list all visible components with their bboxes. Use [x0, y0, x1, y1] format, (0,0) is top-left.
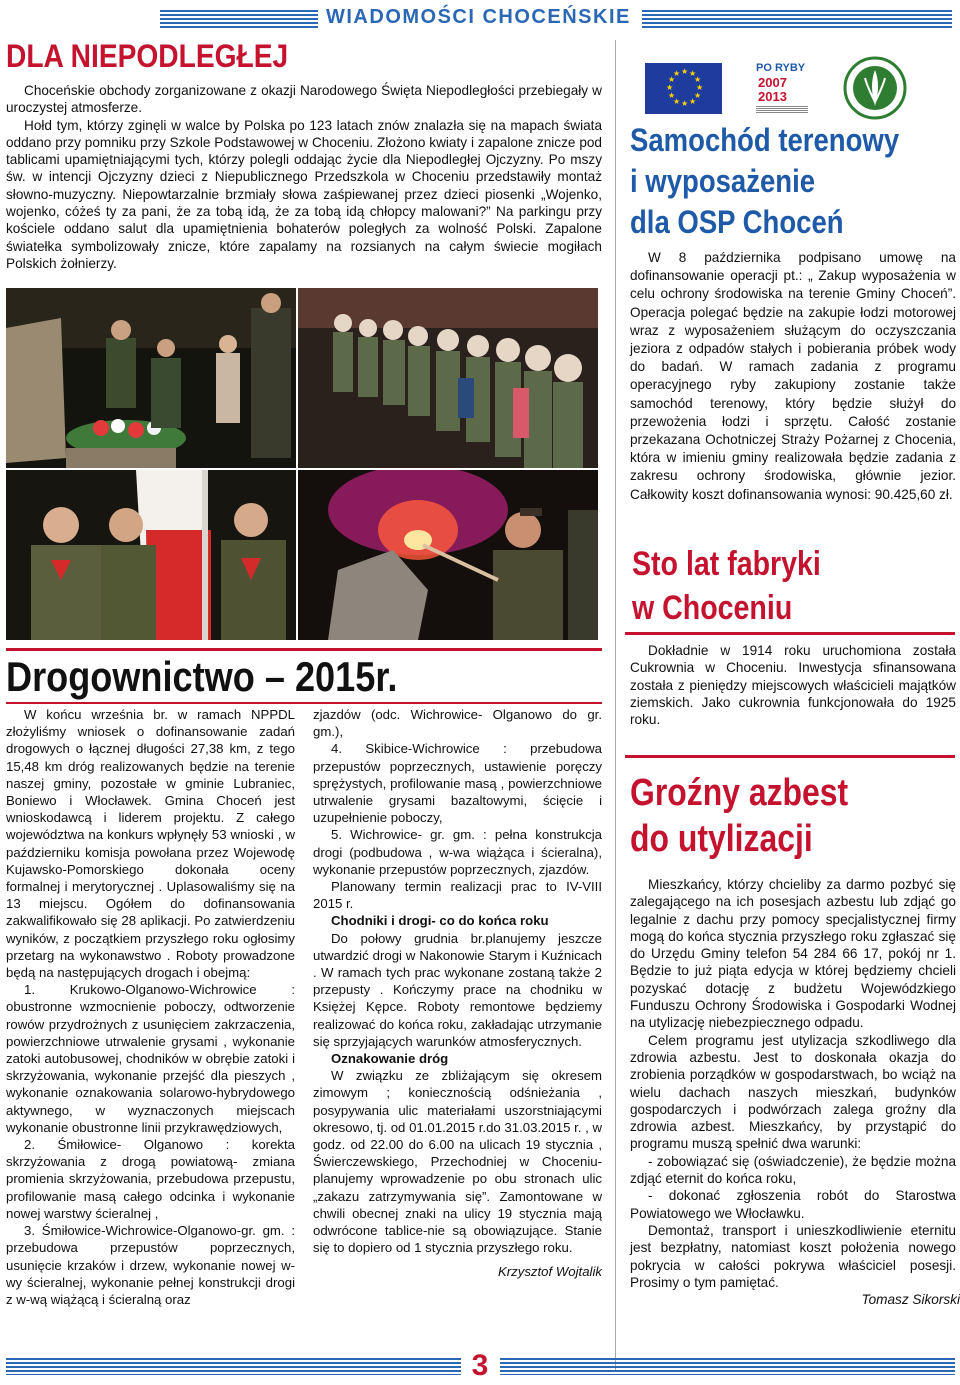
- svg-text:★: ★: [694, 75, 702, 84]
- svg-text:★: ★: [681, 67, 689, 76]
- article5-rule-top: [625, 755, 955, 758]
- article4-continuation: zjazdów (odc. Wichrowice- Olganowo do gr. gm.),: [313, 707, 602, 740]
- header-section-title: WIADOMOŚCI CHOCEŃSKIE: [326, 6, 631, 28]
- column-divider: [615, 40, 616, 1370]
- article1-paragraph-1: Choceńskie obchody zorganizowane z okazji Narodowego Święta Niepodległości przebiegały w uroczystej atmosferze.: [6, 83, 602, 116]
- article4-item-4: 4. Skibice-Wichrowice : przebudowa przepustów poprzecznych, ustawienie poręczy sprężystych, profilowanie masą , powierzchniowe utrwalenie grysami bazaltowymi, ścięcie i uzupełnienie poboczy,: [313, 741, 602, 826]
- article4-author: Krzysztof Wojtalik: [497, 1263, 602, 1279]
- article2-title-line1: Samochód terenowy: [630, 122, 900, 158]
- svg-text:★: ★: [696, 83, 704, 92]
- article4-sub1-title: Chodniki i drogi- co do końca roku: [331, 913, 549, 929]
- article5-paragraph-3: - zobowiązać się (oświadczenie), że będzie można zdjąć eternit do końca roku,: [630, 1153, 956, 1187]
- article4-rule-bottom: [6, 702, 602, 704]
- svg-text:★: ★: [673, 69, 681, 78]
- po-ryby-year-start: 2007: [758, 75, 787, 90]
- svg-text:★: ★: [668, 91, 676, 100]
- article4-intro: W końcu września br. w ramach NPPDL złożyliśmy wniosek o dofinansowanie zadań drogowych o łącznej długości 27,38 km, z tego 15,48 km dróg realizowanych będzie na terenie naszej gminy, pozostałe w gminie Lubraniec, Boniewo i Włocławek. Gmina Choceń jest wnioskodawcą i liderem projektu. Z całego województwa na konkurs wpłynęły 53 wnioski , w październiku komisja powołana przez Wojewodę Kujawsko-Pomorskiego dokonała oceny formalnej i merytorycznej . Uplasowaliśmy się na 13 miejscu. Ogółem do dofinansowania zakwalifikowało się 28 aplikacji. Po zatwierdzeniu wyników, z początkiem przyszłego roku ogłosimy przetarg na wykonawstwo . Roboty prowadzone będą na następujących drogach i obejmą:: [6, 707, 295, 981]
- article4-sub2-title: Oznakowanie dróg: [331, 1051, 449, 1067]
- ministry-agriculture-emblem: [843, 56, 907, 120]
- po-ryby-label: PO RYBY: [756, 62, 806, 74]
- svg-text:★: ★: [668, 75, 676, 84]
- article3-title: [632, 542, 821, 630]
- article3-title-box: [630, 538, 955, 628]
- article1-paragraph-2: Hołd tym, którzy zginęli w walce by Polska po 123 latach znów znalazła się na mapach świata oddano przy pomniku przy Szkole Podstawowej w Choceniu. Złożono kwiaty i zapalone znicze pod tablicami upamiętniającymi tych, którzy polegli oddając życie dla Niepodległej Ojczyzny. Po mszy św. w intencji Ojczyzny dzieci z Niepublicznego Przedszkola w Choceniu przedstawiły montaż słowno-muzyczny. Niepowtarzalnie brzmiały słowa zaśpiewanej przez dzieci piosenki „Wojenko, wojenko, cóżeś ty za pani, że za tobą idą, że za tobą idą chłopcy malowani?” Na parkingu przy kościele oddano salut dla upamiętnienia bohaterów poległych za wolność Polski. Zapalone światełka symbolizowały znicze, które zapalamy na rozsianych na całym świecie mogiłach Polskich żołnierzy.: [6, 117, 602, 271]
- article5-paragraph-2: Celem programu jest utylizacja szkodliwego dla zdrowia azbestu. Jest to doskonała okazja do zrobienia porządków w gospodarstwach, bo wciąż na wielu dachach naszych mieszkań, budynków gospodarczych i podwórzach zalega groźny dla zdrowia azbest. Mieszkańcy, by przystąpić do programu muszą spełnić dwa warunki:: [630, 1032, 956, 1152]
- article5-paragraph-4: - dokonać zgłoszenia robót do Starostwa Powiatowego we Włocławku.: [630, 1188, 956, 1221]
- photo-children-choir: [298, 288, 598, 468]
- article4-item-1: 1. Krukowo-Olganowo-Wichrowice : obustronne wzmocnienie poboczy, odtworzenie rowów przydrożnych z usunięciem zakrzaczenia, powierzchniowe utrwalenie grysami , wykonanie zatoki autobusowej, chodników w obrębie zatoki i skrzyżowania, wykonanie przejść dla pieszych , wykonanie oznakowania solarowo-hybrydowego aktywnego, w wyznaczonych miejscach wykonanie obustronne linii przykrawędziowych,: [6, 982, 295, 1135]
- article2-title-line3: dla OSP Choceń: [630, 204, 844, 240]
- po-ryby-fineprint: [756, 106, 808, 114]
- article1-body: [6, 82, 602, 272]
- header-stripes-left: [160, 10, 318, 29]
- svg-text:★: ★: [673, 97, 681, 106]
- article5-author: Tomasz Sikorski: [861, 1292, 960, 1308]
- po-ryby-logo: [750, 60, 812, 118]
- header-stripes-right: [642, 10, 952, 29]
- article5-paragraph-1: Mieszkańcy, którzy chcieliby za darmo pozbyć się zalegającego na ich posesjach azbestu lub zdjąć go legalnie z dachu przy pomocy specjalistycznej firmy mogą do końca stycznia przyszłego roku zgłaszać się do Urzędu Gminy telefon 54 284 66 17, pokój nr 1. Będzie to już piąta edycja w której będziemy chcieli pozyskać dotację z budżetu Wojewódzkiego Funduszu Ochrony Środowiska i Gospodarki Wodnej na utylizację niebezpiecznego odpadu.: [630, 877, 956, 1031]
- article4-item-2: 2. Śmiłowice- Olganowo : korekta skrzyżowania z drogą powiatową- zmiana promienia skrzyżowania, przebudowa przepustu, profilowanie masą całego odcinka i wykonanie nowej warstwy ścieralnej ,: [6, 1137, 295, 1221]
- photo-memorial-flowers: [6, 288, 296, 468]
- svg-text:★: ★: [681, 99, 689, 108]
- photo-flare-soldier: [298, 470, 598, 640]
- svg-text:★: ★: [694, 91, 702, 100]
- article4-item-3: 3. Śmiłowice-Wichrowice-Olganowo-gr. gm. : przebudowa przepustów poprzecznych, usunięcie krzaków i drzew, wykonanie nowej w-wy ścieralnej, wykonanie pełnej konstrukcji drogi z w-wą wiążącą i ścieralną oraz: [6, 1223, 295, 1307]
- page-number: 3: [471, 1349, 489, 1382]
- svg-text:★: ★: [666, 83, 674, 92]
- article2-title: [630, 120, 899, 243]
- svg-text:★: ★: [689, 97, 697, 106]
- article5-body: [630, 876, 960, 1309]
- photo-flag-raising: [6, 470, 296, 640]
- footer-stripes-right: [500, 1358, 955, 1375]
- article1-title: DLA NIEPODLEGŁEJ: [6, 38, 289, 74]
- article4-title: Drogownictwo – 2015r.: [6, 653, 398, 700]
- article3-title-line2: w Choceniu: [632, 589, 793, 627]
- footer-stripes-left: [6, 1358, 461, 1375]
- article5-paragraph-5: Demontaż, transport i unieszkodliwienie eternitu jest bezpłatny, natomiast koszt położenia nowego pokrycia w całości pokrywa właściciel posesji. Prosimy o tym pamiętać.: [630, 1222, 956, 1290]
- article3-title-line1: Sto lat fabryki: [632, 545, 821, 583]
- article4-item-5: 5. Wichrowice- gr. gm. : pełna konstrukcja drogi (podbudowa , w-wa wiążąca i ścieralna), wykonanie przepustów poprzecznych, zjazdów.: [313, 827, 602, 877]
- article5-title-line2: do utylizacji: [630, 818, 813, 860]
- article4-column-1: [6, 706, 295, 1308]
- article4-column-2: [313, 706, 602, 1281]
- svg-text:★: ★: [689, 69, 697, 78]
- article4-rule-top: [6, 648, 602, 651]
- article4-sub2-body: W związku ze zbliżającym się okresem zimowym ; koniecznością odśnieżania , posypywania ulic materiałami uszorstniającymi okresowo, tj. od 01.01.2015 r.do 31.03.2015 r. , w godz. od 22.00 do 6.00 na ulicach 19 stycznia , Świerczewskiego, Przechodniej w Choceniu-planujemy wprowadzenie po obu stronach ulic „zakazu zatrzymywania się”. Zamontowane w chwili obecnej znaki na ulicy 19 stycznia mają odwrócone tablice-nie są obowiązujące. Stanie się to dopiero od 1 stycznia przyszłego roku.: [313, 1068, 602, 1256]
- article2-title-line2: i wyposażenie: [630, 163, 816, 199]
- article4-sub1-body: Do połowy grudnia br.planujemy jeszcze utwardzić drogi w Nakonowie Starym i Kuźnicach . W ramach tych prac wykonane zostaną także 2 przepusty . Kończymy prace na chodniku w Księżej Kępce. Roboty remontowe będziemy realizować do końca roku, zakładając utrzymanie się sprzyjających warunków atmosferycznych.: [313, 930, 602, 1049]
- po-ryby-year-end: 2013: [758, 89, 787, 104]
- article2-body: W 8 października podpisano umowę na dofinansowanie operacji pt.: „ Zakup wyposażenia w celu ochrony środowiska na terenie Gminy Choceń”. Operacja polegać będzie na zakupie łodzi motorowej wraz z wyposażeniem służącym do oczyszczania jeziora z odpadów stałych i pobierania próbek wody do badań. W ramach zadania z programu operacyjnego ryby zakupiony zostanie także samochód terenowy, który będzie służył do przewożenia łodzi i sprzętu. Całość zostanie przekazana Ochotniczej Straży Pożarnej z Chocenia, która w imieniu gminy realizowała będzie zadania z zakresu ochrony środowiska, głównie jezior. Całkowity koszt dofinansowania wynosi: 90.425,60 zł.: [630, 250, 956, 502]
- article3-body: Dokładnie w 1914 roku uruchomiona została Cukrownia w Choceniu. Inwestycja sfinansowana została z pieniędzy miejscowych właścicieli majątków ziemskich. Jako cukrownia funkcjonowała do 1925 roku.: [630, 643, 956, 728]
- article5-title: [630, 770, 848, 862]
- article3-rule: [625, 632, 955, 635]
- article4-schedule: Planowany termin realizacji prac to IV-VIII 2015 r.: [313, 879, 602, 912]
- eu-flag-logo: [645, 63, 722, 114]
- article5-title-line1: Groźny azbest: [630, 772, 849, 814]
